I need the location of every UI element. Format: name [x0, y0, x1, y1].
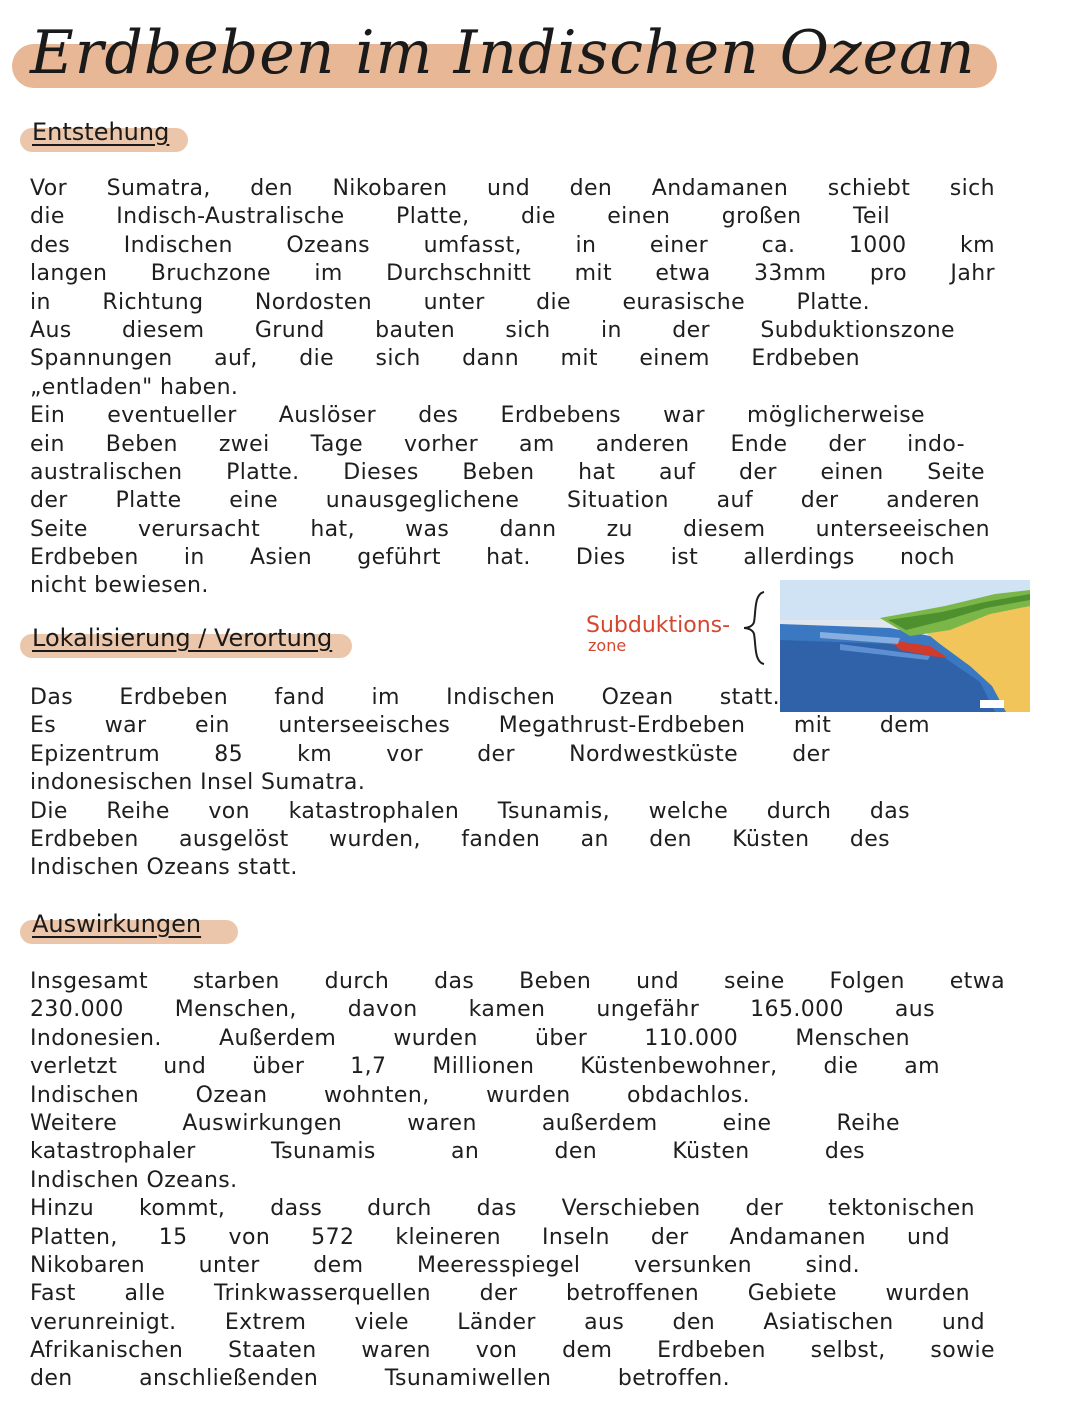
- heading-text: Auswirkungen: [32, 910, 202, 938]
- text-line: 230.000 Menschen, davon kamen ungefähr 165.000 aus: [30, 997, 935, 1023]
- text-line: langen Bruchzone im Durchschnitt mit etwa 33mm pro Jahr: [30, 261, 995, 287]
- text-line: nicht bewiesen.: [30, 573, 209, 599]
- text-line: „entladen" haben.: [30, 374, 239, 400]
- text-line: Nikobaren unter dem Meeresspiegel versunken sind.: [30, 1252, 860, 1278]
- text-line: Aus diesem Grund bauten sich in der Subduktionszone: [30, 317, 955, 343]
- text-line: Das Erdbeben fand im Indischen Ozean statt.: [30, 685, 780, 710]
- text-line: Indischen Ozeans statt.: [30, 855, 298, 881]
- text-line: Epizentrum 85 km vor der Nordwestküste der: [30, 741, 830, 767]
- curly-brace-icon: [740, 588, 770, 668]
- text-line: Weitere Auswirkungen waren außerdem eine Reihe: [30, 1110, 900, 1136]
- text-line: Seite verursacht hat, was dann zu diesem unterseeischen: [30, 516, 990, 542]
- text-line: Erdbeben in Asien geführt hat. Dies ist allerdings noch: [30, 545, 955, 571]
- text-line: ein Beben zwei Tage vorher am anderen Ende der indo-: [30, 431, 965, 457]
- heading-text: Lokalisierung / Verortung: [32, 624, 333, 652]
- text-line: Spannungen auf, die sich dann mit einem Erdbeben: [30, 346, 860, 372]
- text-line: australischen Platte. Dieses Beben hat auf der einen Seite: [30, 459, 985, 485]
- text-line: Es war ein unterseeisches Megathrust-Erdbeben mit dem: [30, 713, 930, 739]
- subduction-zone-label: [586, 613, 731, 656]
- paragraph-lokalisierung: [30, 684, 995, 883]
- subduction-label-line1: Subduktions-: [586, 613, 731, 638]
- text-line: Indonesien. Außerdem wurden über 110.000 Menschen: [30, 1025, 910, 1051]
- text-line: des Indischen Ozeans umfasst, in einer ca. 1000 km: [30, 232, 995, 258]
- text-line: Die Reihe von katastrophalen Tsunamis, welche durch das: [30, 798, 910, 824]
- text-line: Erdbeben ausgelöst wurden, fanden an den Küsten des: [30, 826, 890, 852]
- text-line: Insgesamt starben durch das Beben und seine Folgen etwa: [30, 969, 1005, 994]
- text-line: verletzt und über 1,7 Millionen Küstenbewohner, die am: [30, 1054, 940, 1080]
- text-line: Indischen Ozean wohnten, wurden obdachlos.: [30, 1082, 750, 1108]
- heading-text: Entstehung: [32, 118, 170, 146]
- text-line: den anschließenden Tsunamiwellen betroffen.: [30, 1366, 730, 1392]
- subduction-label-line2: zone: [588, 636, 627, 655]
- text-line: in Richtung Nordosten unter die eurasische Platte.: [30, 289, 870, 315]
- text-line: verunreinigt. Extrem viele Länder aus den Asiatischen und: [30, 1309, 985, 1335]
- text-line: der Platte eine unausgeglichene Situation auf der anderen: [30, 488, 980, 514]
- text-line: die Indisch-Australische Platte, die einen großen Teil: [30, 204, 890, 230]
- text-line: Ein eventueller Auslöser des Erdbebens war möglicherweise: [30, 403, 925, 429]
- page-title: Erdbeben im Indischen Ozean: [30, 18, 976, 88]
- text-line: Fast alle Trinkwasserquellen der betroffenen Gebiete wurden: [30, 1281, 970, 1307]
- text-line: katastrophaler Tsunamis an den Küsten des: [30, 1139, 865, 1165]
- title-banner: [12, 18, 997, 100]
- text-line: Platten, 15 von 572 kleineren Inseln der Andamanen und: [30, 1224, 950, 1250]
- paragraph-auswirkungen: [30, 968, 1005, 1394]
- text-line: Afrikanischen Staaten waren von dem Erdbeben selbst, sowie: [30, 1338, 995, 1364]
- paragraph-entstehung: [30, 175, 995, 601]
- text-line: Vor Sumatra, den Nikobaren und den Andamanen schiebt sich: [30, 176, 995, 201]
- text-line: indonesischen Insel Sumatra.: [30, 770, 366, 796]
- text-line: Indischen Ozeans.: [30, 1167, 238, 1193]
- text-line: Hinzu kommt, dass durch das Verschieben der tektonischen: [30, 1196, 975, 1222]
